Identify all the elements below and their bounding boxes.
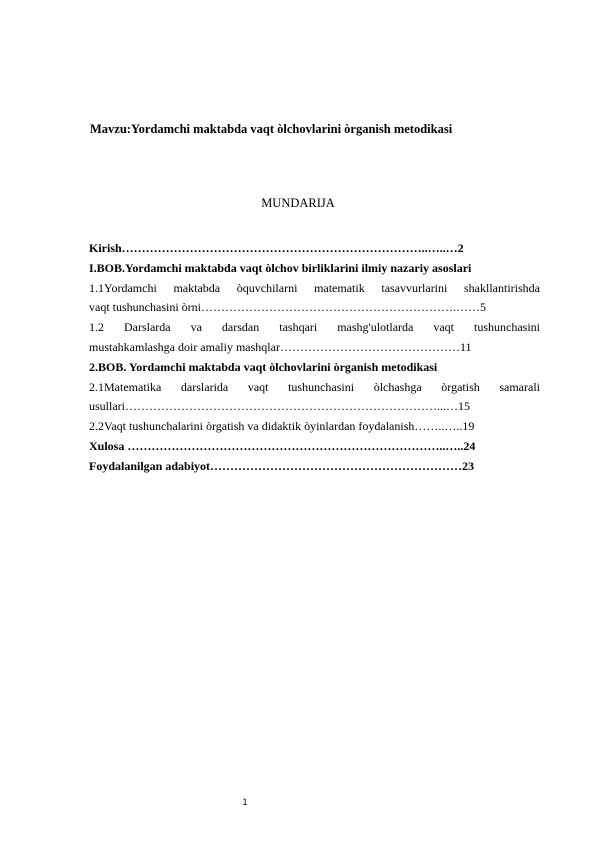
document-topic: Mavzu:Yordamchi maktabda vaqt òlchovlarini òrganish metodikasi: [90, 122, 453, 136]
toc-entry-2-1-line-1: 2.1Matematika darslarida vaqt tushunchasini òlchashga òrgatish samarali: [89, 379, 540, 394]
toc-entry-2-1-line-2: usullari……………………………………………………………………...…15: [89, 399, 470, 414]
table-of-contents: [89, 239, 540, 477]
toc-entry-1-1-line-2: vaqt tushunchasini òrni……………………………………………………….……5: [89, 300, 486, 315]
page-number: 1: [242, 797, 248, 807]
toc-entry-1-2-line-1: 1.2 Darslarda va darsdan tashqari mashg'ulotlarda vaqt tushunchasini: [89, 320, 540, 335]
toc-entry-chapter-2: 2.BOB. Yordamchi maktabda vaqt òlchovlarini òrganish metodikasi: [89, 359, 438, 374]
toc-entry-adabiyot: Foydalanilgan adabiyot………………………………………………………23: [89, 458, 475, 473]
toc-entry-1-1-line-1: 1.1Yordamchi maktabda òquvchilarni matematik tasavvurlarini shakllantirishda: [89, 280, 540, 295]
toc-entry-2-2: 2.2Vaqt tushunchalarini òrgatish va didaktik òyinlardan foydalanish……..…..19: [89, 419, 475, 434]
toc-entry-1-2-line-2: mustahkamlashga doir amaliy mashqlar………………………………………11: [89, 339, 472, 354]
toc-heading: MUNDARIJA: [261, 196, 335, 210]
toc-entry-chapter-1: I.BOB.Yordamchi maktabda vaqt òlchov birliklarini ilmiy nazariy asoslari: [89, 260, 472, 275]
toc-entry-kirish: Kirish…………………………………………………………………..…..…2: [89, 241, 464, 255]
toc-entry-xulosa: Xulosa ……………………………………………………………………..…..24: [89, 438, 476, 453]
